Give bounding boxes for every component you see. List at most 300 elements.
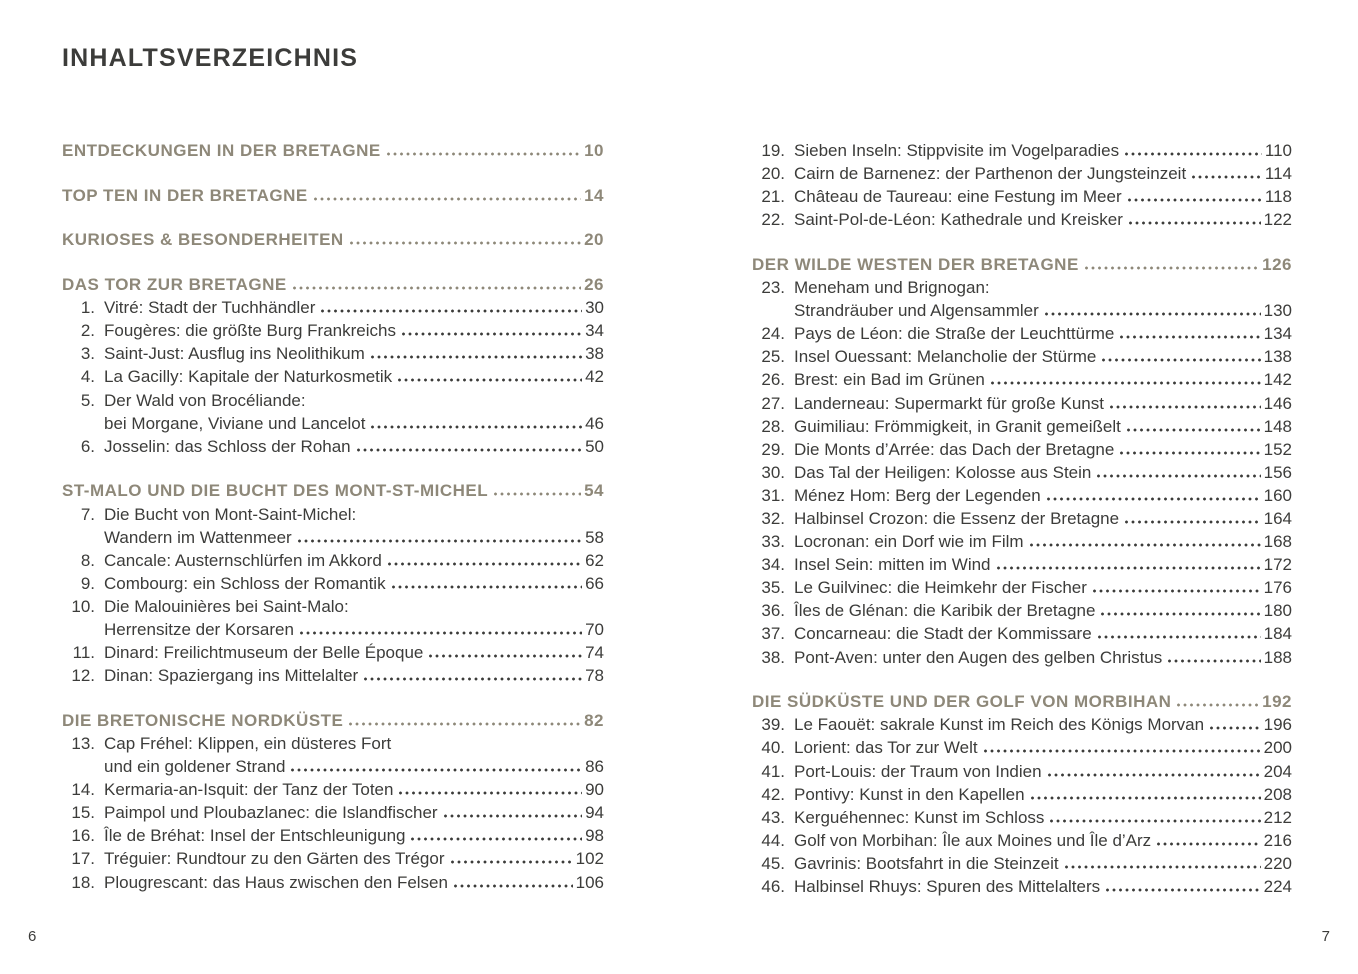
toc-item-page: 168 (1263, 532, 1292, 552)
toc-item-body (104, 664, 604, 687)
leader-dots (1101, 612, 1260, 616)
toc-item-page: 42 (585, 367, 604, 387)
leader-dots (1110, 405, 1261, 409)
toc-item-body (794, 392, 1292, 415)
toc-item-title: Pont-Aven: unter den Augen des gelben Christus (794, 647, 1163, 667)
toc-item (752, 713, 1292, 736)
toc-item-title: Vitré: Stadt der Tuchhändler (104, 298, 316, 318)
toc-item-page: 46 (585, 413, 604, 433)
toc-item-body (104, 435, 604, 458)
toc-item-number: 41. (761, 761, 785, 781)
toc-item-body (794, 322, 1292, 345)
toc-item-title: Die Malouinières bei Saint-Malo: (104, 596, 349, 616)
leader-dots (1048, 773, 1261, 777)
toc-item (752, 599, 1292, 622)
toc-item-page: 74 (585, 643, 604, 663)
toc-item-number: 20. (761, 164, 785, 184)
toc-item-line (794, 415, 1292, 438)
toc-item-body (104, 319, 604, 342)
toc-section-page: 26 (584, 275, 604, 295)
toc-item-number: 30. (761, 462, 785, 482)
leader-dots (314, 197, 581, 201)
toc-item-number: 43. (761, 807, 785, 827)
toc-item-number: 19. (761, 141, 785, 160)
toc-section-title: DIE BRETONISCHE NORDKÜSTE (62, 710, 344, 730)
toc-item (62, 664, 604, 687)
toc-item-page: 152 (1263, 439, 1292, 459)
toc-item-page: 122 (1263, 210, 1292, 230)
toc-item-number: 32. (761, 509, 785, 528)
toc-item (62, 572, 604, 595)
toc-section (62, 479, 604, 502)
toc-item (752, 415, 1292, 438)
toc-item-line (794, 368, 1292, 391)
leader-dots (399, 791, 582, 795)
toc-section-title: KURIOSES & BESONDERHEITEN (62, 230, 344, 250)
leader-dots (411, 837, 582, 841)
toc-item-title: Pays de Léon: die Straße der Leuchttürme (794, 324, 1115, 344)
toc-item-title: Le Faouët: sakrale Kunst im Reich des Königs Morvan (794, 715, 1205, 735)
toc-item-title: Die Monts d’Arrée: das Dach der Bretagne (794, 439, 1115, 459)
leader-dots (293, 286, 581, 290)
toc-section-page: 10 (584, 141, 604, 160)
toc-item (752, 185, 1292, 208)
toc-item-line (794, 622, 1292, 645)
toc-item (752, 345, 1292, 368)
toc-item-title: Plougrescant: das Haus zwischen den Felsen (104, 872, 448, 892)
toc-item-number: 25. (761, 347, 785, 367)
leader-dots (298, 539, 582, 543)
toc-item-number: 18. (71, 872, 95, 892)
toc-item (752, 438, 1292, 461)
toc-section (62, 228, 604, 251)
leader-dots (387, 152, 581, 156)
toc-item (62, 847, 604, 870)
toc-item-line (104, 365, 604, 388)
toc-item-title: bei Morgane, Viviane und Lancelot (104, 413, 366, 433)
leader-dots (984, 749, 1261, 753)
toc-item-number: 13. (71, 733, 95, 753)
toc-item-body (104, 778, 604, 801)
toc-item-number: 34. (761, 555, 785, 575)
toc-item-page: 160 (1263, 485, 1292, 505)
toc-item-line (794, 553, 1292, 576)
toc-item (62, 296, 604, 319)
toc-item (752, 553, 1292, 576)
toc-item-page: 172 (1263, 555, 1292, 575)
toc-item-body (104, 595, 604, 641)
toc-item-body (104, 389, 604, 435)
toc-item-line (794, 345, 1292, 368)
toc-item-title: Pontivy: Kunst in den Kapellen (794, 784, 1025, 804)
toc-item-title: Paimpol und Ploubazlanec: die Islandfischer (104, 803, 438, 823)
toc-item-page: 156 (1263, 462, 1292, 482)
toc-item-number: 33. (761, 532, 785, 552)
toc-item-title: Concarneau: die Stadt der Kommissare (794, 624, 1092, 644)
toc-item-number: 1. (80, 298, 95, 318)
toc-item-line (104, 641, 604, 664)
toc-item-page: 78 (585, 666, 604, 686)
leader-dots (392, 585, 583, 589)
toc-item (752, 806, 1292, 829)
toc-item-page: 220 (1263, 853, 1292, 873)
toc-column-left (62, 139, 604, 894)
toc-item (752, 760, 1292, 783)
toc-item-title: Kermaria-an-Isquit: der Tanz der Toten (104, 780, 394, 800)
toc-item-line (104, 342, 604, 365)
toc-item-line (794, 829, 1292, 852)
toc-item-line (794, 875, 1292, 898)
toc-item-page: 208 (1263, 784, 1292, 804)
toc-item (62, 549, 604, 572)
toc-section (752, 690, 1292, 713)
leader-dots (349, 722, 581, 726)
toc-item-title: Herrensitze der Korsaren (104, 619, 294, 639)
toc-item-number: 16. (71, 826, 95, 846)
toc-item-line (794, 507, 1292, 530)
toc-section-title: ST-MALO UND DIE BUCHT DES MONT-ST-MICHEL (62, 481, 489, 501)
toc-item (752, 276, 1292, 322)
leader-dots (1168, 659, 1260, 663)
toc-item-page: 34 (585, 321, 604, 341)
page-title: INHALTSVERZEICHNIS (62, 44, 359, 72)
toc-item (752, 576, 1292, 599)
toc-item-number: 5. (80, 390, 95, 410)
toc-item-line (104, 572, 604, 595)
toc-item-body (794, 760, 1292, 783)
toc-item-body (794, 736, 1292, 759)
toc-item-body (794, 208, 1292, 231)
leader-dots (300, 631, 582, 635)
toc-item-title: Saint-Just: Ausflug ins Neolithikum (104, 344, 365, 364)
toc-item-number: 21. (761, 187, 785, 207)
toc-item-number: 4. (80, 367, 95, 387)
toc-item-line (104, 732, 604, 755)
toc-column-right (752, 139, 1292, 898)
toc-item-page: 102 (575, 849, 604, 869)
toc-item-number: 23. (761, 278, 785, 298)
toc-item-page: 94 (585, 803, 604, 823)
toc-item-line (794, 139, 1292, 162)
toc-item-title: Tréguier: Rundtour zu den Gärten des Trégor (104, 849, 445, 869)
toc-section-page: 192 (1262, 692, 1292, 712)
toc-item-page: 184 (1263, 624, 1292, 644)
toc-item-title: Cancale: Austernschlürfen im Akkord (104, 550, 382, 570)
leader-dots (1097, 474, 1260, 478)
toc-item-body (104, 847, 604, 870)
toc-item-line (794, 185, 1292, 208)
toc-item (62, 319, 604, 342)
toc-item (752, 368, 1292, 391)
leader-dots (371, 355, 582, 359)
toc-item (62, 365, 604, 388)
toc-item-line (794, 646, 1292, 669)
leader-dots (1125, 520, 1261, 524)
toc-item-line (104, 618, 604, 641)
toc-item-line (794, 576, 1292, 599)
toc-item-page: 188 (1263, 647, 1292, 667)
toc-item-title: Josselin: das Schloss der Rohan (104, 436, 351, 456)
toc-item-number: 42. (761, 784, 785, 804)
toc-item-body (104, 824, 604, 847)
toc-item-line (794, 530, 1292, 553)
toc-item-line (794, 392, 1292, 415)
leader-dots (1210, 726, 1261, 730)
toc-item-title: Das Tal der Heiligen: Kolosse aus Stein (794, 462, 1092, 482)
leader-dots (1128, 198, 1262, 202)
toc-item (62, 824, 604, 847)
toc-item-body (794, 530, 1292, 553)
toc-item-title: Locronan: ein Dorf wie im Film (794, 532, 1024, 552)
toc-item-line (794, 162, 1292, 185)
toc-item-title: Halbinsel Crozon: die Essenz der Bretagne (794, 509, 1120, 528)
leader-dots (291, 768, 582, 772)
toc-item-page: 50 (585, 436, 604, 456)
toc-section-title: DAS TOR ZUR BRETAGNE (62, 275, 287, 295)
toc-item-title: Dinard: Freilichtmuseum der Belle Époque (104, 643, 424, 663)
toc-item-title: Lorient: das Tor zur Welt (794, 738, 978, 758)
toc-item (62, 342, 604, 365)
leader-dots (1157, 842, 1260, 846)
toc-item-title: Île de Bréhat: Insel der Entschleunigung (104, 826, 406, 846)
toc-item-number: 2. (80, 321, 95, 341)
toc-item-page: 204 (1263, 761, 1292, 781)
toc-item-line (794, 299, 1292, 322)
leader-dots (1098, 635, 1261, 639)
toc-item-page: 70 (585, 619, 604, 639)
toc-item-line (104, 503, 604, 526)
toc-item (752, 530, 1292, 553)
toc-item (752, 646, 1292, 669)
toc-item-body (794, 139, 1292, 162)
toc-item-number: 31. (761, 485, 785, 505)
toc-item-body (794, 713, 1292, 736)
toc-item-body (794, 806, 1292, 829)
toc-item-number: 12. (71, 666, 95, 686)
leader-dots (1045, 312, 1261, 316)
toc-item-number: 40. (761, 738, 785, 758)
leader-dots (1050, 819, 1260, 823)
toc-section-page: 82 (584, 710, 604, 730)
toc-item (752, 783, 1292, 806)
toc-item-page: 106 (575, 872, 604, 892)
toc-item-body (104, 801, 604, 824)
toc-item (62, 801, 604, 824)
toc-item-number: 22. (761, 210, 785, 230)
toc-item-title: Insel Ouessant: Melancholie der Stürme (794, 347, 1097, 367)
toc-item-line (794, 322, 1292, 345)
toc-item-body (794, 415, 1292, 438)
toc-item-title: Der Wald von Brocéliande: (104, 390, 306, 410)
toc-item-number: 24. (761, 324, 785, 344)
toc-item (752, 484, 1292, 507)
toc-item-body (104, 503, 604, 549)
toc-item-number: 27. (761, 393, 785, 413)
toc-item-line (794, 806, 1292, 829)
toc-section-page: 20 (584, 230, 604, 250)
toc-item (752, 875, 1292, 898)
toc-item-line (104, 778, 604, 801)
toc-item-body (794, 576, 1292, 599)
toc-item-line (104, 296, 604, 319)
toc-item-body (794, 368, 1292, 391)
toc-section (62, 139, 604, 162)
toc-item-title: Strandräuber und Algensammler (794, 301, 1039, 321)
toc-item-body (104, 572, 604, 595)
toc-item (62, 389, 604, 435)
toc-section-page: 14 (584, 185, 604, 205)
toc-item-body (794, 852, 1292, 875)
toc-item (752, 507, 1292, 530)
toc-item (752, 162, 1292, 185)
toc-item-page: 196 (1263, 715, 1292, 735)
toc-item-body (104, 641, 604, 664)
toc-item-page: 216 (1263, 830, 1292, 850)
toc-item-body (794, 622, 1292, 645)
toc-item-page: 224 (1263, 877, 1292, 896)
toc-item-body (794, 875, 1292, 898)
toc-item-title: Kerguéhennec: Kunst im Schloss (794, 807, 1045, 827)
leader-dots (371, 425, 582, 429)
toc-item-page: 58 (585, 527, 604, 547)
toc-section-page: 54 (584, 481, 604, 501)
toc-item-body (794, 646, 1292, 669)
toc-item-body (794, 553, 1292, 576)
toc-item-line (104, 412, 604, 435)
toc-item-body (794, 507, 1292, 530)
toc-item-body (104, 871, 604, 894)
leader-dots (364, 677, 582, 681)
toc-item-line (104, 847, 604, 870)
leader-dots (1085, 266, 1259, 270)
toc-item-number: 9. (80, 573, 95, 593)
toc-item (752, 622, 1292, 645)
toc-item-page: 62 (585, 550, 604, 570)
toc-item-number: 29. (761, 439, 785, 459)
toc-item-title: Guimiliau: Frömmigkeit, in Granit gemeißelt (794, 416, 1121, 436)
toc-item-page: 38 (585, 344, 604, 364)
leader-dots (321, 309, 582, 313)
toc-item-title: Brest: ein Bad im Grünen (794, 370, 985, 390)
leader-dots (1047, 497, 1261, 501)
leader-dots (997, 566, 1261, 570)
folio-page-number-right: 7 (1321, 928, 1330, 945)
toc-item-line (104, 319, 604, 342)
toc-item (752, 461, 1292, 484)
toc-section-title: TOP TEN IN DER BRETAGNE (62, 185, 308, 205)
toc-item-title: Landerneau: Supermarkt für große Kunst (794, 393, 1104, 413)
toc-item-page: 30 (585, 298, 604, 318)
leader-dots (1030, 543, 1261, 547)
toc-item-line (104, 824, 604, 847)
toc-item-page: 98 (585, 826, 604, 846)
toc-item-page: 86 (585, 757, 604, 777)
toc-item-number: 15. (71, 803, 95, 823)
toc-item-number: 45. (761, 853, 785, 873)
toc-item-body (794, 783, 1292, 806)
leader-dots (1106, 888, 1260, 892)
toc-item-line (794, 760, 1292, 783)
toc-item-title: Fougères: die größte Burg Frankreichs (104, 321, 396, 341)
leader-dots (388, 562, 582, 566)
toc-item-line (104, 435, 604, 458)
toc-item (62, 595, 604, 641)
toc-item-number: 35. (761, 578, 785, 598)
toc-item-number: 3. (80, 344, 95, 364)
toc-section (62, 184, 604, 207)
leader-dots (1127, 428, 1261, 432)
toc-item-title: La Gacilly: Kapitale der Naturkosmetik (104, 367, 393, 387)
toc-item-page: 200 (1263, 738, 1292, 758)
leader-dots (357, 448, 582, 452)
toc-item (752, 322, 1292, 345)
toc-item-title: Dinan: Spaziergang ins Mittelalter (104, 666, 359, 686)
toc-item-title: Golf von Morbihan: Île aux Moines und Île d’Arz (794, 830, 1152, 850)
leader-dots (494, 492, 581, 496)
toc-item-number: 28. (761, 416, 785, 436)
leader-dots (1125, 152, 1262, 156)
toc-item-body (794, 599, 1292, 622)
toc-item-line (104, 801, 604, 824)
toc-item-page: 180 (1263, 601, 1292, 621)
toc-item-number: 14. (71, 780, 95, 800)
leader-dots (429, 654, 582, 658)
toc-item-page: 146 (1263, 393, 1292, 413)
toc-item-title: und ein goldener Strand (104, 757, 286, 777)
toc-item (62, 641, 604, 664)
toc-item-line (794, 783, 1292, 806)
toc-item-body (104, 296, 604, 319)
leader-dots (1192, 175, 1262, 179)
toc-item-title: Château de Taureau: eine Festung im Meer (794, 187, 1122, 207)
toc-item (62, 871, 604, 894)
toc-item-page: 176 (1263, 578, 1292, 598)
toc-item-number: 39. (761, 715, 785, 735)
toc-item-body (104, 365, 604, 388)
toc-item-number: 26. (761, 370, 785, 390)
toc-item-body (794, 276, 1292, 322)
toc-item-body (794, 829, 1292, 852)
toc-item-body (794, 185, 1292, 208)
toc-item-number: 7. (80, 504, 95, 524)
toc-item-line (794, 484, 1292, 507)
toc-item-line (794, 276, 1292, 299)
toc-section (752, 253, 1292, 276)
toc-item-line (104, 389, 604, 412)
toc-item-page: 118 (1264, 187, 1292, 207)
toc-item-line (104, 871, 604, 894)
toc-item-page: 164 (1263, 509, 1292, 528)
toc-item-page: 142 (1263, 370, 1292, 390)
toc-item-number: 44. (761, 830, 785, 850)
toc-item (62, 435, 604, 458)
toc-item-body (104, 549, 604, 572)
toc-item-number: 11. (72, 643, 95, 663)
toc-item (752, 736, 1292, 759)
toc-item-line (104, 755, 604, 778)
toc-item-line (104, 595, 604, 618)
toc-item-line (794, 208, 1292, 231)
leader-dots (1065, 865, 1261, 869)
toc-item (62, 503, 604, 549)
toc-item-title: Cap Fréhel: Klippen, ein düsteres Fort (104, 733, 392, 753)
toc-item-page: 138 (1263, 347, 1292, 367)
toc-item-title: Combourg: ein Schloss der Romantik (104, 573, 386, 593)
toc-item-page: 148 (1263, 416, 1292, 436)
toc-item (752, 139, 1292, 162)
toc-item (752, 392, 1292, 415)
toc-item-title: Ménez Hom: Berg der Legenden (794, 485, 1041, 505)
